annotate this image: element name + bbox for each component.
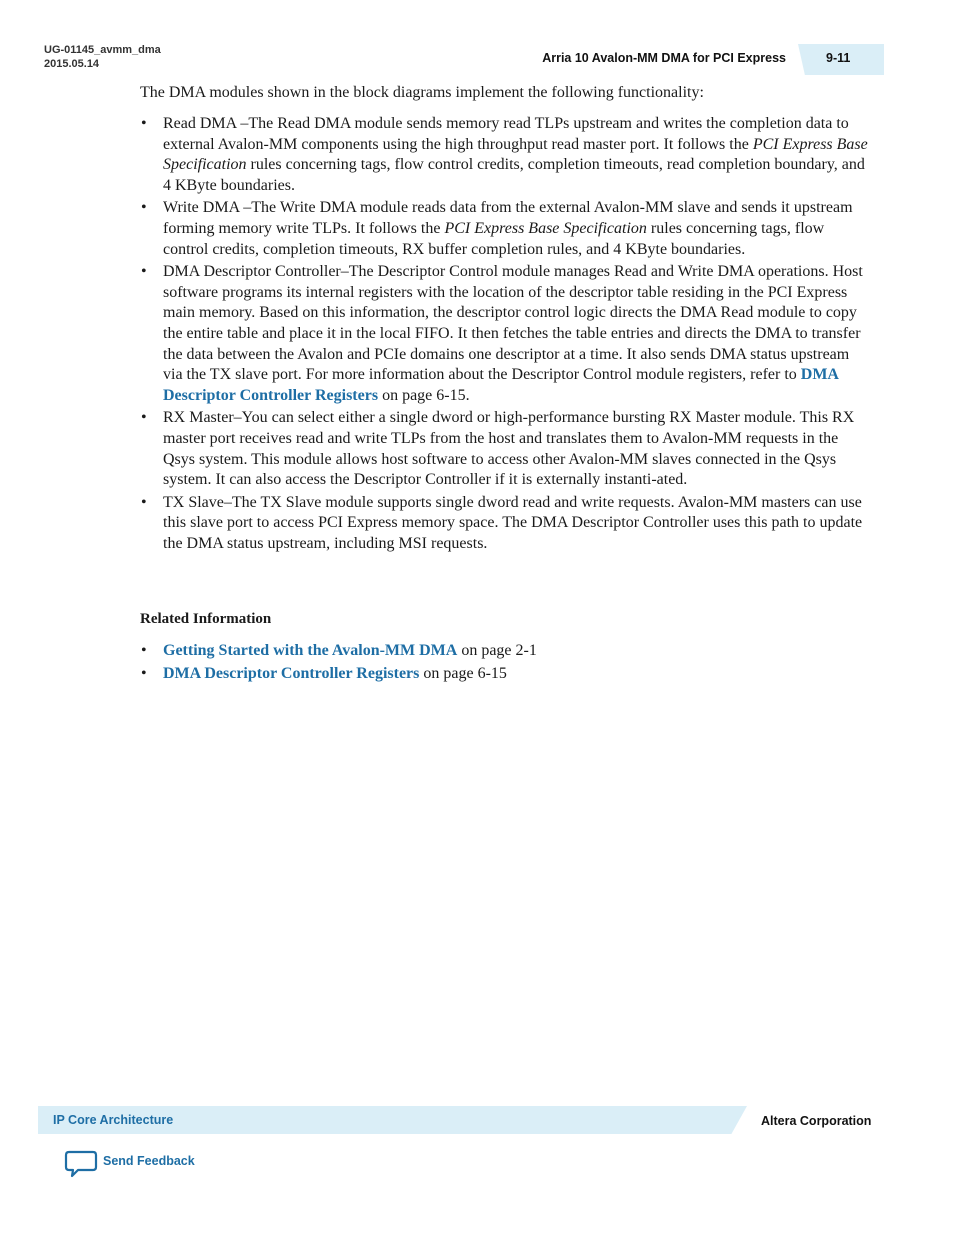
speech-bubble-icon[interactable] <box>64 1150 98 1178</box>
document-id <box>44 43 161 71</box>
spec-title: PCI Express Base Specification <box>163 135 868 174</box>
related-item: • DMA Descriptor Controller Registers on page 6-15 <box>140 664 870 685</box>
list-item: • Write DMA –The Write DMA module reads data from the external Avalon-MM slave and sends it upstream forming memory write TLPs. It follows the PCI Express Base Specification rules concerning tags, flow control credits, completion timeouts, RX buffer completion rules, and 4 KByte boundaries. <box>140 198 870 260</box>
page-number: 9-11 <box>826 51 851 65</box>
footer-company: Altera Corporation <box>761 1114 872 1128</box>
spec-title: PCI Express Base Specification <box>444 219 647 237</box>
list-item: • RX Master–You can select either a single dword or high-performance bursting RX Master module. This RX master port receives read and write TLPs from the host and translates them to Avalon-MM requests in the Qsys system. This module allows host software to access other Avalon-MM slaves connected in the Qsys system. It can also access the Descriptor Controller if it is externally instanti-ated. <box>140 408 870 490</box>
header-title: Arria 10 Avalon-MM DMA for PCI Express <box>542 51 786 65</box>
list-item: • DMA Descriptor Controller–The Descriptor Control module manages Read and Write DMA operations. Host software programs its internal registers with the location of the descriptor table residing in the PCI Express main memory. Based on this information, the descriptor control logic directs the DMA Read module to copy the entire table and place it in the local FIFO. It then fetches the table entries and directs the DMA to transfer the data between the Avalon and PCIe domains one descriptor at a time. It also sends DMA status upstream via the TX slave port. For more information about the Descriptor Control module registers, refer to DMA Descriptor Controller Registers on page 6-15. <box>140 262 870 406</box>
descriptor-registers-link[interactable]: DMA Descriptor Controller Registers <box>163 366 839 404</box>
list-item: • TX Slave–The TX Slave module supports single dword read and write requests. Avalon-MM masters can use this slave port to access PCI Express memory space. The DMA Descriptor Controller uses this path to update the DMA status upstream, including MSI requests. <box>140 493 870 555</box>
document-code: UG-01145_avmm_dma <box>44 44 161 56</box>
getting-started-link[interactable]: Getting Started with the Avalon-MM DMA <box>163 642 458 659</box>
list-item: • Read DMA –The Read DMA module sends memory read TLPs upstream and writes the completion data to external Avalon-MM components using the high throughput read master port. It follows the PCI Express Base Specification rules concerning tags, flow control credits, completion timeouts, read completion boundary, and 4 KByte boundaries. <box>140 114 870 196</box>
intro-paragraph: The DMA modules shown in the block diagrams implement the following functionality: <box>140 84 704 101</box>
send-feedback-link[interactable]: Send Feedback <box>103 1154 195 1168</box>
document-date: 2015.05.14 <box>44 58 100 70</box>
descriptor-registers-related-link[interactable]: DMA Descriptor Controller Registers <box>163 664 420 682</box>
related-item: • Getting Started with the Avalon-MM DMA on page 2-1 <box>140 641 870 662</box>
functionality-list <box>140 114 870 556</box>
related-information-heading: Related Information <box>140 611 272 627</box>
related-links-list <box>140 641 870 687</box>
footer-section-title: IP Core Architecture <box>53 1113 174 1127</box>
